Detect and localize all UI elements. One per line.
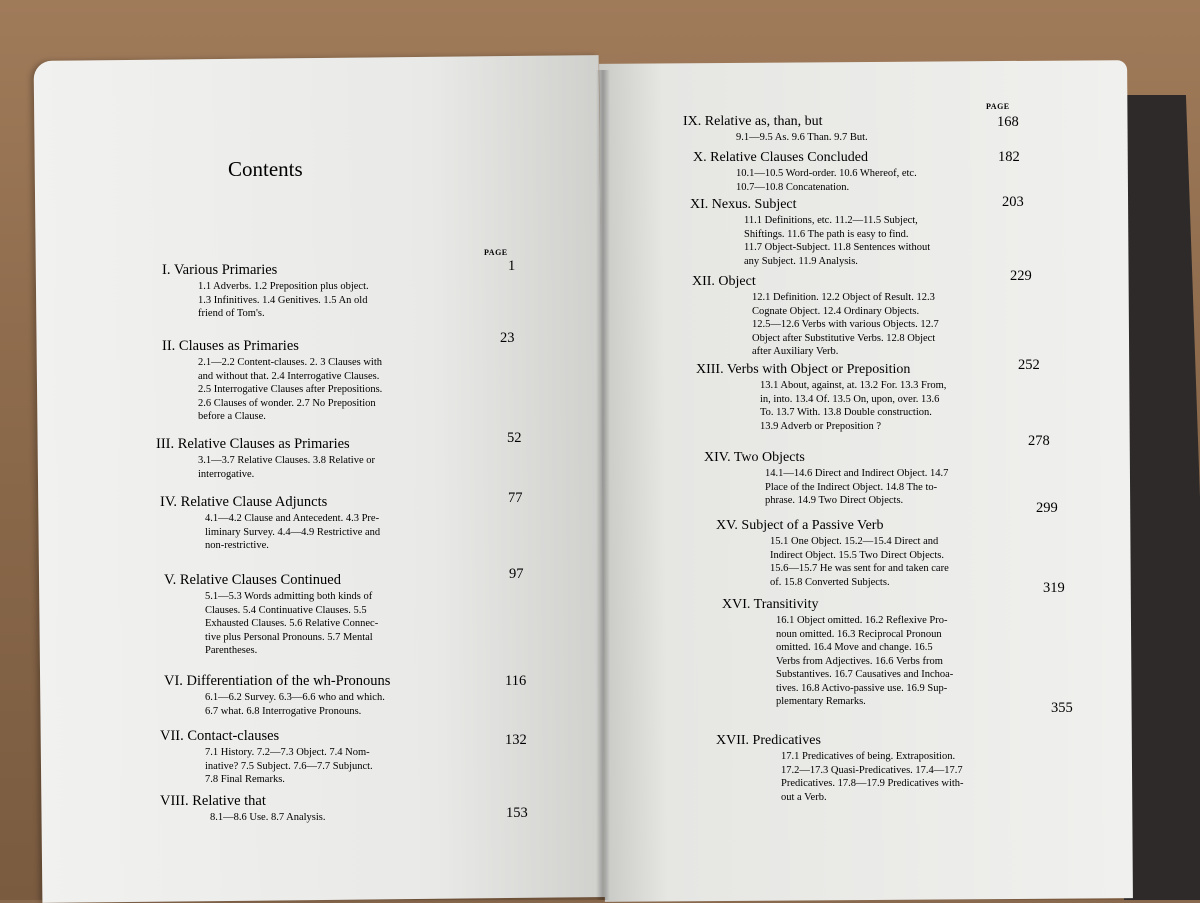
chapter-title: VIII. Relative that: [160, 793, 266, 809]
page-number: 1: [508, 258, 516, 274]
page-number: 153: [506, 805, 528, 821]
chapter-sections: [770, 535, 949, 589]
left-entry: [162, 338, 382, 424]
right-entry: [704, 450, 948, 508]
section-line: phrase. 14.9 Two Direct Objects.: [765, 495, 904, 506]
section-line: Indirect Object. 15.5 Two Direct Objects.: [770, 549, 945, 561]
section-line: Exhausted Clauses. 5.6 Relative Connec-: [205, 618, 379, 629]
chapter-sections: [760, 379, 946, 433]
page-number: 52: [507, 430, 522, 446]
chapter-title: IV. Relative Clause Adjuncts: [160, 494, 328, 510]
section-line: Shiftings. 11.6 The path is easy to find.: [744, 228, 909, 240]
chapter-title: XIII. Verbs with Object or Preposition: [696, 362, 911, 377]
page-number: 116: [505, 673, 527, 689]
section-line: 15.6—15.7 He was sent for and taken care: [770, 563, 949, 574]
section-line: before a Clause.: [198, 411, 266, 422]
section-line: non-restrictive.: [205, 540, 269, 551]
section-line: 2.1—2.2 Content-clauses. 2. 3 Clauses with: [198, 357, 383, 368]
section-line: inative? 7.5 Subject. 7.6—7.7 Subjunct.: [205, 760, 373, 772]
section-line: omitted. 16.4 Move and change. 16.5: [776, 642, 933, 653]
page-number: 252: [1018, 357, 1040, 373]
chapter-sections: [198, 280, 369, 321]
section-line: 1.1 Adverbs. 1.2 Preposition plus object.: [198, 281, 369, 292]
chapter-title: XIV. Two Objects: [704, 450, 805, 465]
right-entry: [692, 274, 939, 359]
section-line: To. 13.7 With. 13.8 Double construction.: [760, 407, 932, 418]
chapter-sections: [765, 467, 948, 508]
page-number: 203: [1002, 194, 1024, 210]
section-line: 12.1 Definition. 12.2 Object of Result. 12.3: [752, 292, 935, 303]
chapter-title: XVII. Predicatives: [716, 733, 821, 748]
chapter-title: XV. Subject of a Passive Verb: [716, 518, 884, 533]
chapter-title: III. Relative Clauses as Primaries: [156, 436, 350, 452]
chapter-sections: [198, 454, 375, 481]
section-line: Predicatives. 17.8—17.9 Predicatives with-: [781, 778, 964, 789]
chapter-sections: [736, 131, 868, 145]
section-line: 6.1—6.2 Survey. 6.3—6.6 who and which.: [205, 692, 385, 703]
section-line: 7.8 Final Remarks.: [205, 774, 285, 785]
right-entry: [722, 597, 953, 709]
section-line: tive plus Personal Pronouns. 5.7 Mental: [205, 631, 373, 643]
left-entry: [160, 793, 326, 825]
right-entry: [693, 150, 917, 194]
section-line: out a Verb.: [781, 791, 827, 803]
section-line: 9.1—9.5 As. 9.6 Than. 9.7 But.: [736, 132, 868, 143]
section-line: 10.7—10.8 Concatenation.: [736, 181, 850, 193]
chapter-title: I. Various Primaries: [162, 262, 278, 278]
chapter-sections: [205, 691, 390, 718]
section-line: Object after Substitutive Verbs. 12.8 Object: [752, 332, 936, 344]
section-line: 11.7 Object-Subject. 11.8 Sentences without: [744, 242, 931, 253]
section-line: 17.1 Predicatives of being. Extraposition.: [781, 751, 956, 762]
page-number: 168: [997, 114, 1019, 130]
section-line: 11.1 Definitions, etc. 11.2—11.5 Subject,: [744, 215, 918, 226]
chapter-sections: [776, 614, 953, 709]
left-entry: [160, 494, 380, 553]
page-number: 229: [1010, 268, 1032, 284]
section-line: 3.1—3.7 Relative Clauses. 3.8 Relative or: [198, 455, 376, 466]
section-line: 2.6 Clauses of wonder. 2.7 No Preposition: [198, 397, 376, 409]
contents-title: Contents: [228, 157, 303, 181]
section-line: 15.1 One Object. 15.2—15.4 Direct and: [770, 536, 939, 547]
page-number: 77: [508, 490, 523, 506]
left-entry: [160, 728, 373, 787]
right-entry: [716, 518, 949, 589]
chapter-sections: [752, 291, 939, 359]
right-entry: [716, 733, 964, 804]
section-line: Cognate Object. 12.4 Ordinary Objects.: [752, 305, 920, 317]
section-line: liminary Survey. 4.4—4.9 Restrictive and: [205, 526, 381, 538]
page-number: 132: [505, 732, 527, 748]
section-line: 5.1—5.3 Words admitting both kinds of: [205, 591, 373, 602]
right-entry: [683, 114, 868, 145]
chapter-title: X. Relative Clauses Concluded: [693, 150, 868, 165]
chapter-title: II. Clauses as Primaries: [162, 338, 299, 354]
chapter-sections: [781, 750, 964, 804]
section-line: of. 15.8 Converted Subjects.: [770, 576, 890, 588]
section-line: noun omitted. 16.3 Reciprocal Pronoun: [776, 628, 942, 640]
section-line: Place of the Indirect Object. 14.8 The to-: [765, 481, 938, 493]
chapter-title: VII. Contact-clauses: [160, 728, 280, 744]
chapter-sections: [736, 167, 917, 194]
right-page-label: PAGE: [986, 102, 1010, 111]
right-entry: [696, 362, 946, 433]
left-entry: [164, 572, 378, 658]
page-number: 355: [1051, 700, 1073, 716]
section-line: 17.2—17.3 Quasi-Predicatives. 17.4—17.7: [781, 764, 963, 776]
section-line: interrogative.: [198, 468, 255, 480]
page-number: 319: [1043, 580, 1065, 596]
page-number: 23: [500, 330, 515, 346]
left-page-label: PAGE: [484, 248, 508, 257]
page-number: 299: [1036, 500, 1058, 516]
section-line: Substantives. 16.7 Causatives and Inchoa-: [776, 669, 954, 680]
left-entry: [162, 262, 369, 321]
chapter-title: VI. Differentiation of the wh-Pronouns: [164, 673, 391, 689]
section-line: after Auxiliary Verb.: [752, 346, 839, 357]
chapter-title: XII. Object: [692, 274, 756, 289]
chapter-title: V. Relative Clauses Continued: [164, 572, 341, 588]
section-line: 14.1—14.6 Direct and Indirect Object. 14.7: [765, 468, 949, 479]
page-number: 182: [998, 149, 1020, 165]
chapter-title: XI. Nexus. Subject: [690, 197, 797, 212]
section-line: 1.3 Infinitives. 1.4 Genitives. 1.5 An old: [198, 294, 368, 306]
left-entry: [156, 436, 375, 481]
section-line: and without that. 2.4 Interrogative Clauses.: [198, 370, 380, 382]
page-number: 97: [509, 566, 524, 582]
section-line: Parentheses.: [205, 645, 258, 656]
section-line: 8.1—8.6 Use. 8.7 Analysis.: [210, 812, 326, 823]
left-entry: [164, 673, 390, 718]
page-number: 278: [1028, 433, 1050, 449]
section-line: 6.7 what. 6.8 Interrogative Pronouns.: [205, 705, 362, 717]
section-line: 13.1 About, against, at. 13.2 For. 13.3 From,: [760, 380, 947, 391]
chapter-sections: [205, 590, 378, 658]
section-line: friend of Tom's.: [198, 308, 265, 319]
chapter-sections: [210, 811, 326, 825]
chapter-sections: [198, 356, 382, 424]
section-line: 10.1—10.5 Word-order. 10.6 Whereof, etc.: [736, 168, 917, 179]
section-line: any Subject. 11.9 Analysis.: [744, 255, 858, 267]
section-line: Clauses. 5.4 Continuative Clauses. 5.5: [205, 604, 367, 616]
section-line: 2.5 Interrogative Clauses after Prepositions.: [198, 384, 383, 395]
section-line: 13.9 Adverb or Preposition ?: [760, 420, 882, 432]
right-entry: [690, 197, 930, 268]
chapter-sections: [744, 214, 930, 268]
section-line: 12.5—12.6 Verbs with various Objects. 12.7: [752, 319, 939, 330]
book-gutter: [596, 70, 610, 900]
section-line: 16.1 Object omitted. 16.2 Reflexive Pro-: [776, 615, 948, 626]
section-line: plementary Remarks.: [776, 696, 866, 707]
section-line: tives. 16.8 Activo-passive use. 16.9 Sup-: [776, 682, 948, 694]
section-line: 4.1—4.2 Clause and Antecedent. 4.3 Pre-: [205, 513, 380, 524]
chapter-title: XVI. Transitivity: [722, 597, 819, 612]
chapter-sections: [205, 512, 380, 553]
section-line: Verbs from Adjectives. 16.6 Verbs from: [776, 655, 943, 667]
section-line: 7.1 History. 7.2—7.3 Object. 7.4 Nom-: [205, 747, 370, 758]
chapter-title: IX. Relative as, than, but: [683, 114, 823, 129]
section-line: in, into. 13.4 Of. 13.5 On, upon, over. 13.6: [760, 393, 940, 405]
chapter-sections: [205, 746, 373, 787]
